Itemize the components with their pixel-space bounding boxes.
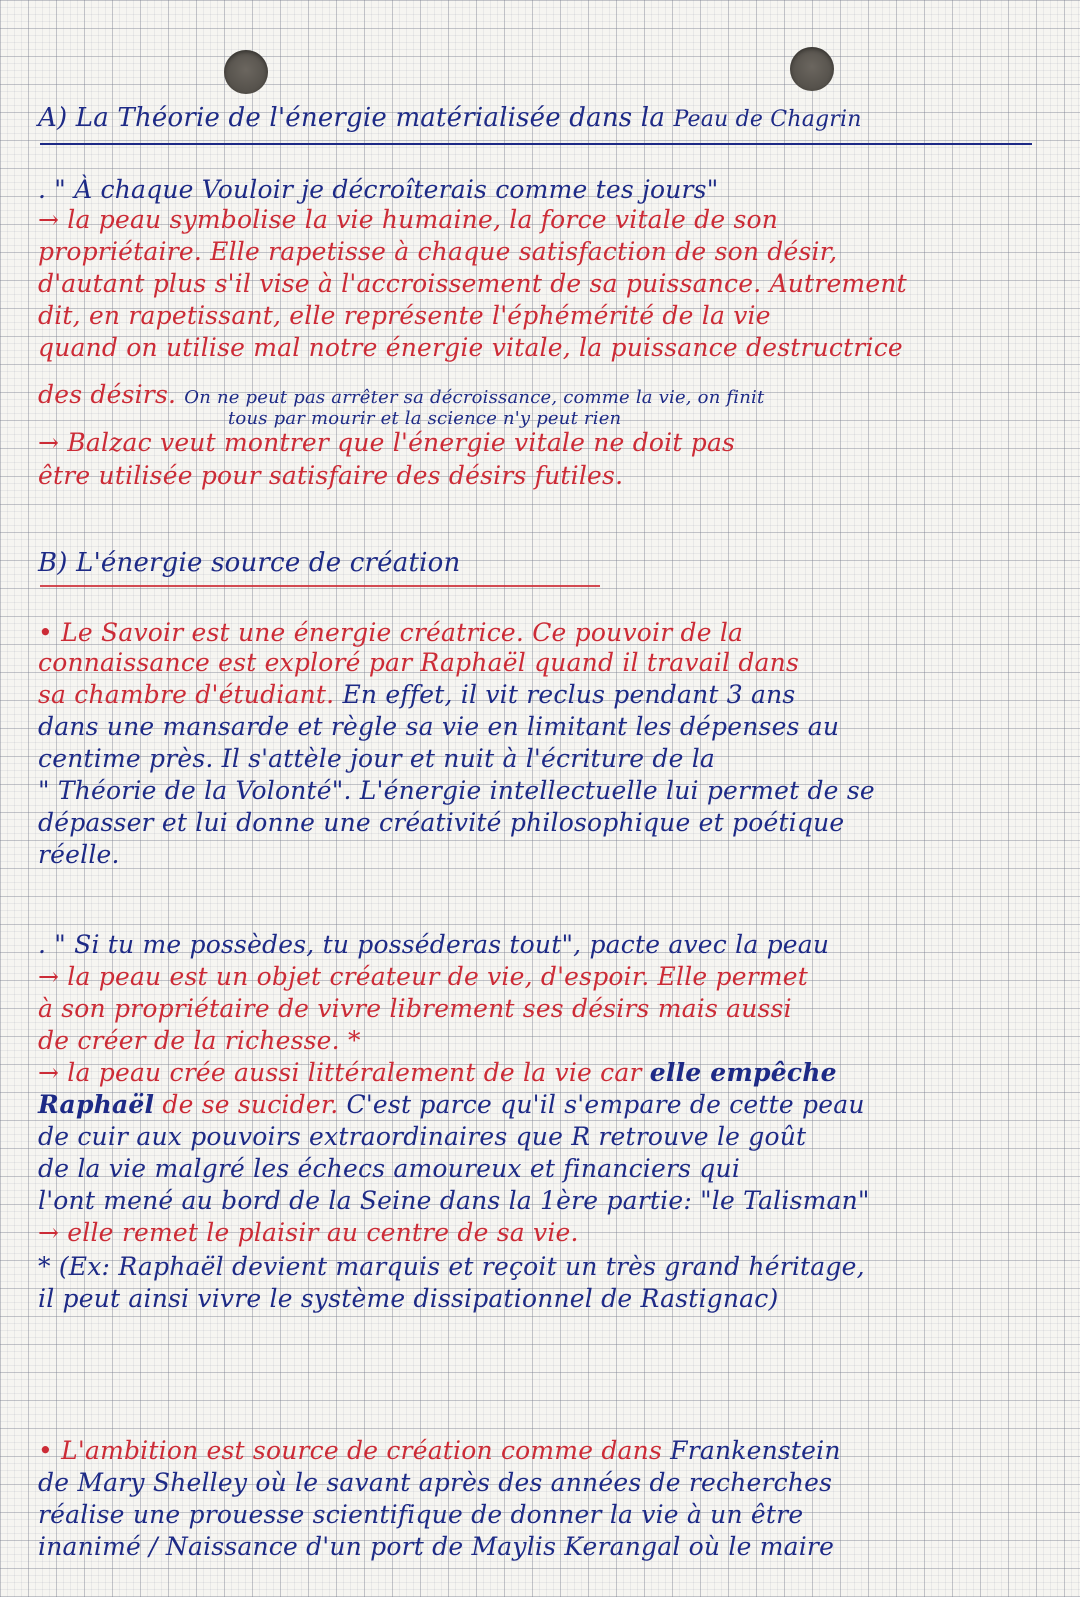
binder-hole-left: [224, 50, 268, 94]
section-b3-frankenstein: Frankenstein: [670, 1436, 841, 1465]
section-b2-line-4-emph: elle empêche: [649, 1058, 837, 1087]
section-b3-line-3: réalise une prouesse scientifique de donner la vie à un être: [38, 1500, 804, 1529]
quote-vouloir: . " À chaque Vouloir je décroîterais comme tes jours": [38, 175, 719, 204]
section-b2-line-4: [38, 1058, 837, 1088]
heading-b-underline: [40, 585, 600, 587]
section-b3-line-1-red: • L'ambition est source de création comme dans: [38, 1436, 662, 1465]
heading-a-text: A) La Théorie de l'énergie matérialisée dans la: [38, 103, 666, 133]
section-b1-line-3: [38, 680, 795, 710]
footnote-line-1: * (Ex: Raphaël devient marquis et reçoit un très grand héritage,: [38, 1252, 865, 1281]
section-a-line-3: d'autant plus s'il vise à l'accroissement de sa puissance. Autrement: [38, 269, 907, 298]
section-b2-line-7: de la vie malgré les échecs amoureux et financiers qui: [38, 1154, 741, 1183]
section-b3-line-1: [38, 1436, 841, 1466]
section-a-line-8: → Balzac veut montrer que l'énergie vitale ne doit pas: [38, 428, 736, 457]
section-b2-line-9: → elle remet le plaisir au centre de sa vie.: [38, 1218, 579, 1247]
heading-a-title: Peau de Chagrin: [673, 107, 862, 132]
section-b1-line-1: • Le Savoir est une énergie créatrice. Ce pouvoir de la: [38, 618, 744, 647]
section-b2-line-5: [38, 1090, 865, 1120]
section-b2-line-8: l'ont mené au bord de la Seine dans la 1ère partie: "le Talisman": [38, 1186, 870, 1215]
binder-hole-right: [790, 47, 834, 91]
section-b1-line-5: centime près. Il s'attèle jour et nuit à l'écriture de la: [38, 744, 716, 773]
quote-possedes: . " Si tu me possèdes, tu posséderas tout", pacte avec la peau: [38, 930, 830, 959]
section-b2-line-1: → la peau est un objet créateur de vie, d'espoir. Elle permet: [38, 962, 809, 991]
section-a-line-5: quand on utilise mal notre énergie vitale, la puissance destructrice: [38, 333, 903, 362]
section-b1-line-7: dépasser et lui donne une créativité philosophique et poétique: [38, 808, 845, 837]
section-b2-line-5-blue: C'est parce qu'il s'empare de cette peau: [346, 1090, 865, 1119]
section-b2-line-4-red: → la peau crée aussi littéralement de la vie car: [38, 1058, 642, 1087]
heading-a-underline: [40, 143, 1032, 145]
section-b1-line-3-red: sa chambre d'étudiant.: [38, 680, 335, 709]
section-a-line-1: → la peau symbolise la vie humaine, la force vitale de son: [38, 205, 779, 234]
section-a-line-9: être utilisée pour satisfaire des désirs futiles.: [38, 461, 624, 490]
section-b1-line-8: réelle.: [38, 840, 120, 869]
section-b2-raphael: Raphaël: [38, 1090, 155, 1119]
footnote-line-2: il peut ainsi vivre le système dissipationnel de Rastignac): [38, 1284, 779, 1313]
section-b1-line-6: " Théorie de la Volonté". L'énergie intellectuelle lui permet de se: [38, 776, 875, 805]
section-b1-line-2: connaissance est exploré par Raphaël quand il travail dans: [38, 648, 799, 677]
section-b1-line-4: dans une mansarde et règle sa vie en limitant les dépenses au: [38, 712, 840, 741]
section-a-line-6-main: des désirs.: [38, 380, 177, 409]
section-a-note-2: tous par mourir et la science n'y peut rien: [228, 408, 622, 429]
section-b2-line-6: de cuir aux pouvoirs extraordinaires que R retrouve le goût: [38, 1122, 807, 1151]
section-b1-line-3-blue: En effet, il vit reclus pendant 3 ans: [342, 680, 796, 709]
heading-b: B) L'énergie source de création: [38, 548, 461, 578]
section-a-note-1: On ne peut pas arrêter sa décroissance, comme la vie, on finit: [184, 387, 765, 408]
heading-a: [38, 103, 862, 135]
section-b3-line-4: inanimé / Naissance d'un port de Maylis Kerangal où le maire: [38, 1532, 835, 1561]
section-b2-line-2: à son propriétaire de vivre librement ses désirs mais aussi: [38, 994, 792, 1023]
section-b2-line-3: de créer de la richesse. *: [38, 1026, 361, 1055]
section-b3-line-2: de Mary Shelley où le savant après des années de recherches: [38, 1468, 833, 1497]
section-a-line-2: propriétaire. Elle rapetisse à chaque satisfaction de son désir,: [38, 237, 838, 266]
section-b2-line-5-red: de se sucider.: [162, 1090, 339, 1119]
section-a-line-4: dit, en rapetissant, elle représente l'éphémérité de la vie: [38, 301, 771, 330]
